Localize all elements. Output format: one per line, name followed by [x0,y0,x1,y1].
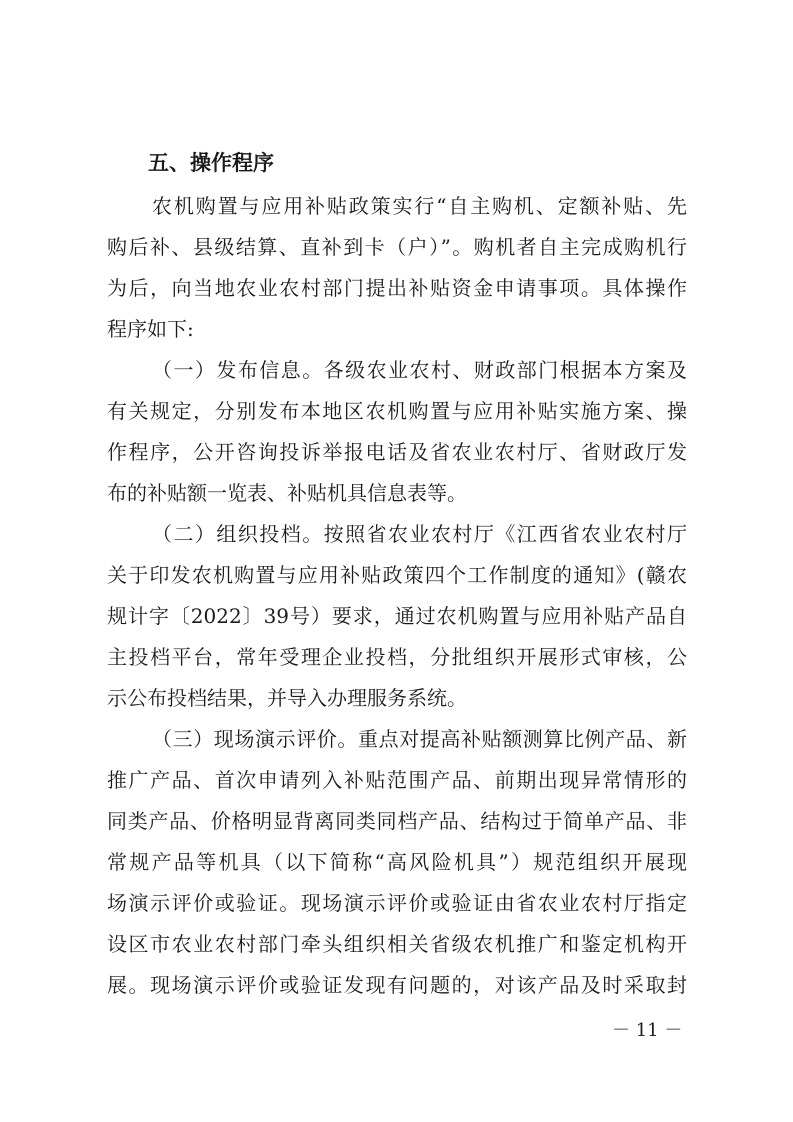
text-line: 布的补贴额一览表、补贴机具信息表等。 [107,481,467,505]
text-line: 场演示评价或验证。现场演示评价或验证由省农业农村厅指定 [107,891,687,915]
text-line: 主投档平台，常年受理企业投档，分批组织开展形式审核，公 [107,645,687,669]
text-line: 示公布投档结果，并导入办理服务系统。 [107,686,467,710]
text-line: 作程序，公开咨询投诉举报电话及省农业农村厅、省财政厅发 [107,440,687,464]
text-line: 农机购置与应用补贴政策实行“自主购机、定额补贴、先 [152,194,687,218]
text-line: 同类产品、价格明显背离同类同档产品、结构过于简单产品、非 [107,809,687,833]
text-line: 展。现场演示评价或验证发现有问题的，对该产品及时采取封 [107,973,687,997]
text-line: 有关规定，分别发布本地区农机购置与应用补贴实施方案、操 [107,399,687,423]
text-line: 推广产品、首次申请列入补贴范围产品、前期出现异常情形的 [107,768,687,792]
text-line: 程序如下: [107,317,194,341]
text-line: 购后补、县级结算、直补到卡（户）”。购机者自主完成购机行 [107,235,687,259]
text-line: 设区市农业农村部门牵头组织相关省级农机推广和鉴定机构开 [107,932,687,956]
text-line: （三）现场演示评价。重点对提高补贴额测算比例产品、新 [152,727,687,751]
text-line: （一）发布信息。各级农业农村、财政部门根据本方案及 [152,358,687,382]
text-line: 关于印发农机购置与应用补贴政策四个工作制度的通知》(赣农 [107,563,687,587]
section-heading: 五、操作程序 [148,151,274,175]
text-line: 常规产品等机具（以下简称“高风险机具”）规范组织开展现 [107,850,687,874]
text-line: 规计字〔2022〕39号）要求，通过农机购置与应用补贴产品自 [107,604,687,628]
page-number: － 11 － [612,1020,683,1041]
text-line: 为后，向当地农业农村部门提出补贴资金申请事项。具体操作 [107,276,687,300]
text-line: （二）组织投档。按照省农业农村厅《江西省农业农村厅 [152,522,687,546]
